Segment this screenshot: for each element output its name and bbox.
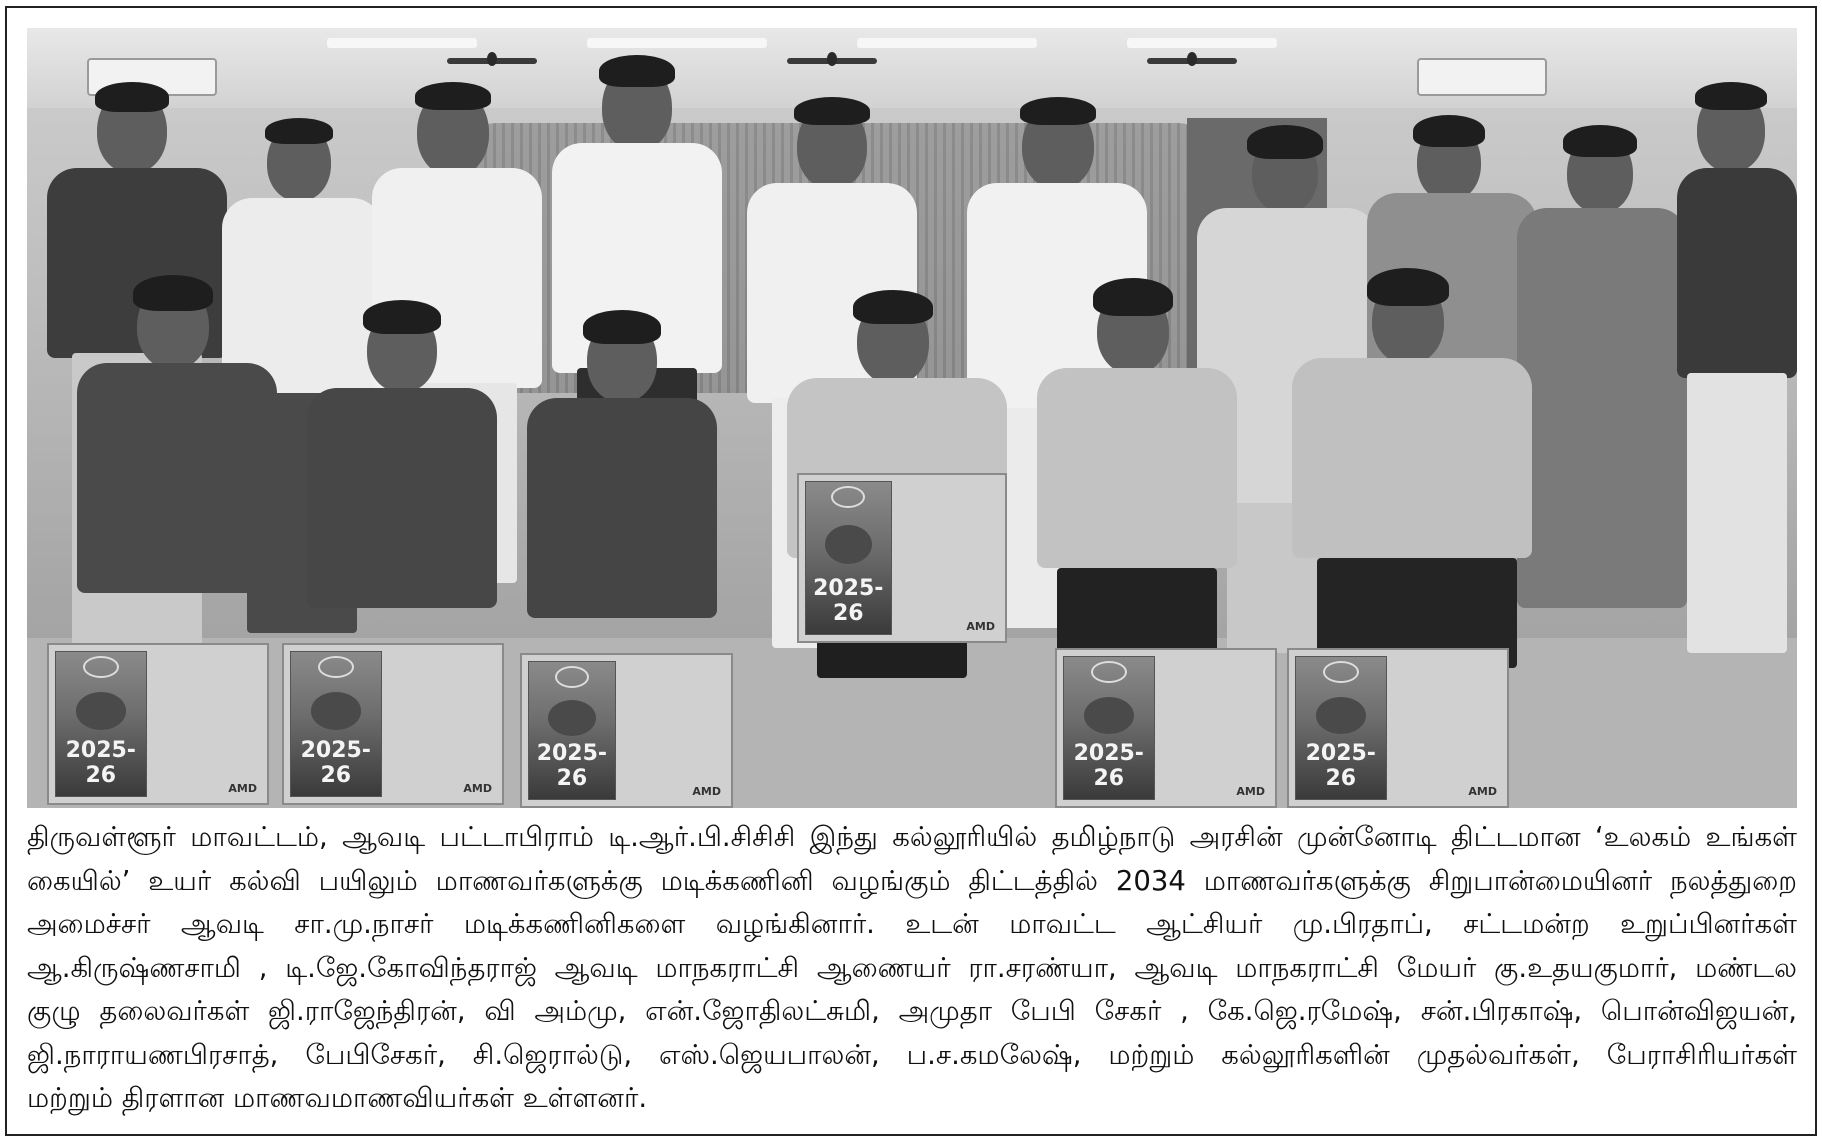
box-year-label: 2025-26 [536,741,608,791]
news-photo [27,28,1797,808]
box-brand-label: AMD [463,782,492,795]
laptop-box [47,643,269,805]
news-clipping-frame [5,6,1817,1136]
box-brand-label: AMD [966,620,995,633]
caption-line: அமைச்சர் ஆவடி சா.மு.நாசர் மடிக்கணினிகளை வழங்கினார். உடன் மாவட்ட ஆட்சியர் மு.பிரதாப், சட்டமன்ற உறுப்பினர்கள் [27,908,1797,940]
student [297,288,507,608]
student [1027,268,1247,688]
laptop-box [520,653,733,808]
ceiling-light [327,38,477,48]
box-year-label: 2025-26 [65,738,136,788]
caption-line: கையில்’ உயர் கல்வி பயிலும் மாணவர்களுக்கு மடிக்கணினி வழங்கும் திட்டத்தில் 2034 மாணவர்களுக்கு சிறுபான்மையினர் நலத்துறை [27,864,1797,897]
laptop-box [1287,648,1509,808]
caption-line: மற்றும் திரளான மாணவமாணவியர்கள் உள்ளனர். [27,1082,648,1114]
caption-line: குழு தலைவர்கள் ஜி.ராஜேந்திரன், வி அம்மு, என்.ஜோதிலட்சுமி, அமுதா பேபி சேகர் , கே.ஜெ.ரமேஷ், சன்.பிரகாஷ், பொன்விஜயன், [27,995,1797,1027]
ceiling-fan-icon [1147,58,1237,64]
ceiling-fan-icon [787,58,877,64]
caption-line: ஆ.கிருஷ்ணசாமி , டி.ஜே.கோவிந்தராஜ் ஆவடி மாநகராட்சி ஆணையர் ரா.சரண்யா, ஆவடி மாநகராட்சி மேயர் கு.உதயகுமார், மண்டல [27,951,1797,984]
box-year-label: 2025-26 [813,576,884,626]
air-conditioner-icon [1417,58,1547,96]
box-year-label: 2025-26 [1073,741,1144,791]
box-year-label: 2025-26 [1305,741,1376,791]
student [67,263,287,593]
laptop-box [282,643,504,805]
laptop-box [797,473,1007,643]
box-brand-label: AMD [228,782,257,795]
caption-line: திருவள்ளூர் மாவட்டம், ஆவடி பட்டாபிராம் டி.ஆர்.பி.சிசிசி இந்து கல்லூரியில் தமிழ்நாடு அரசின் முன்னோடி திட்டமான ‘உலகம் உங்கள் [27,821,1797,853]
student [1277,258,1547,678]
ceiling-light [1127,38,1277,48]
box-brand-label: AMD [1468,785,1497,798]
laptop-box [1055,648,1277,808]
caption-line: ஜி.நாராயணபிரசாத், பேபிசேகர், சி.ஜெரால்டு, எஸ்.ஜெயபாலன், ப.ச.கமலேஷ், மற்றும் கல்லூரிகளின் முதல்வர்கள், பேராசிரியர்கள் [27,1038,1797,1071]
box-brand-label: AMD [692,785,721,798]
student [517,298,727,618]
box-year-label: 2025-26 [300,738,371,788]
news-caption [27,816,1797,1126]
person-standing [1677,68,1797,688]
box-brand-label: AMD [1236,785,1265,798]
ceiling-light [857,38,1037,48]
ceiling-fan-icon [447,58,537,64]
